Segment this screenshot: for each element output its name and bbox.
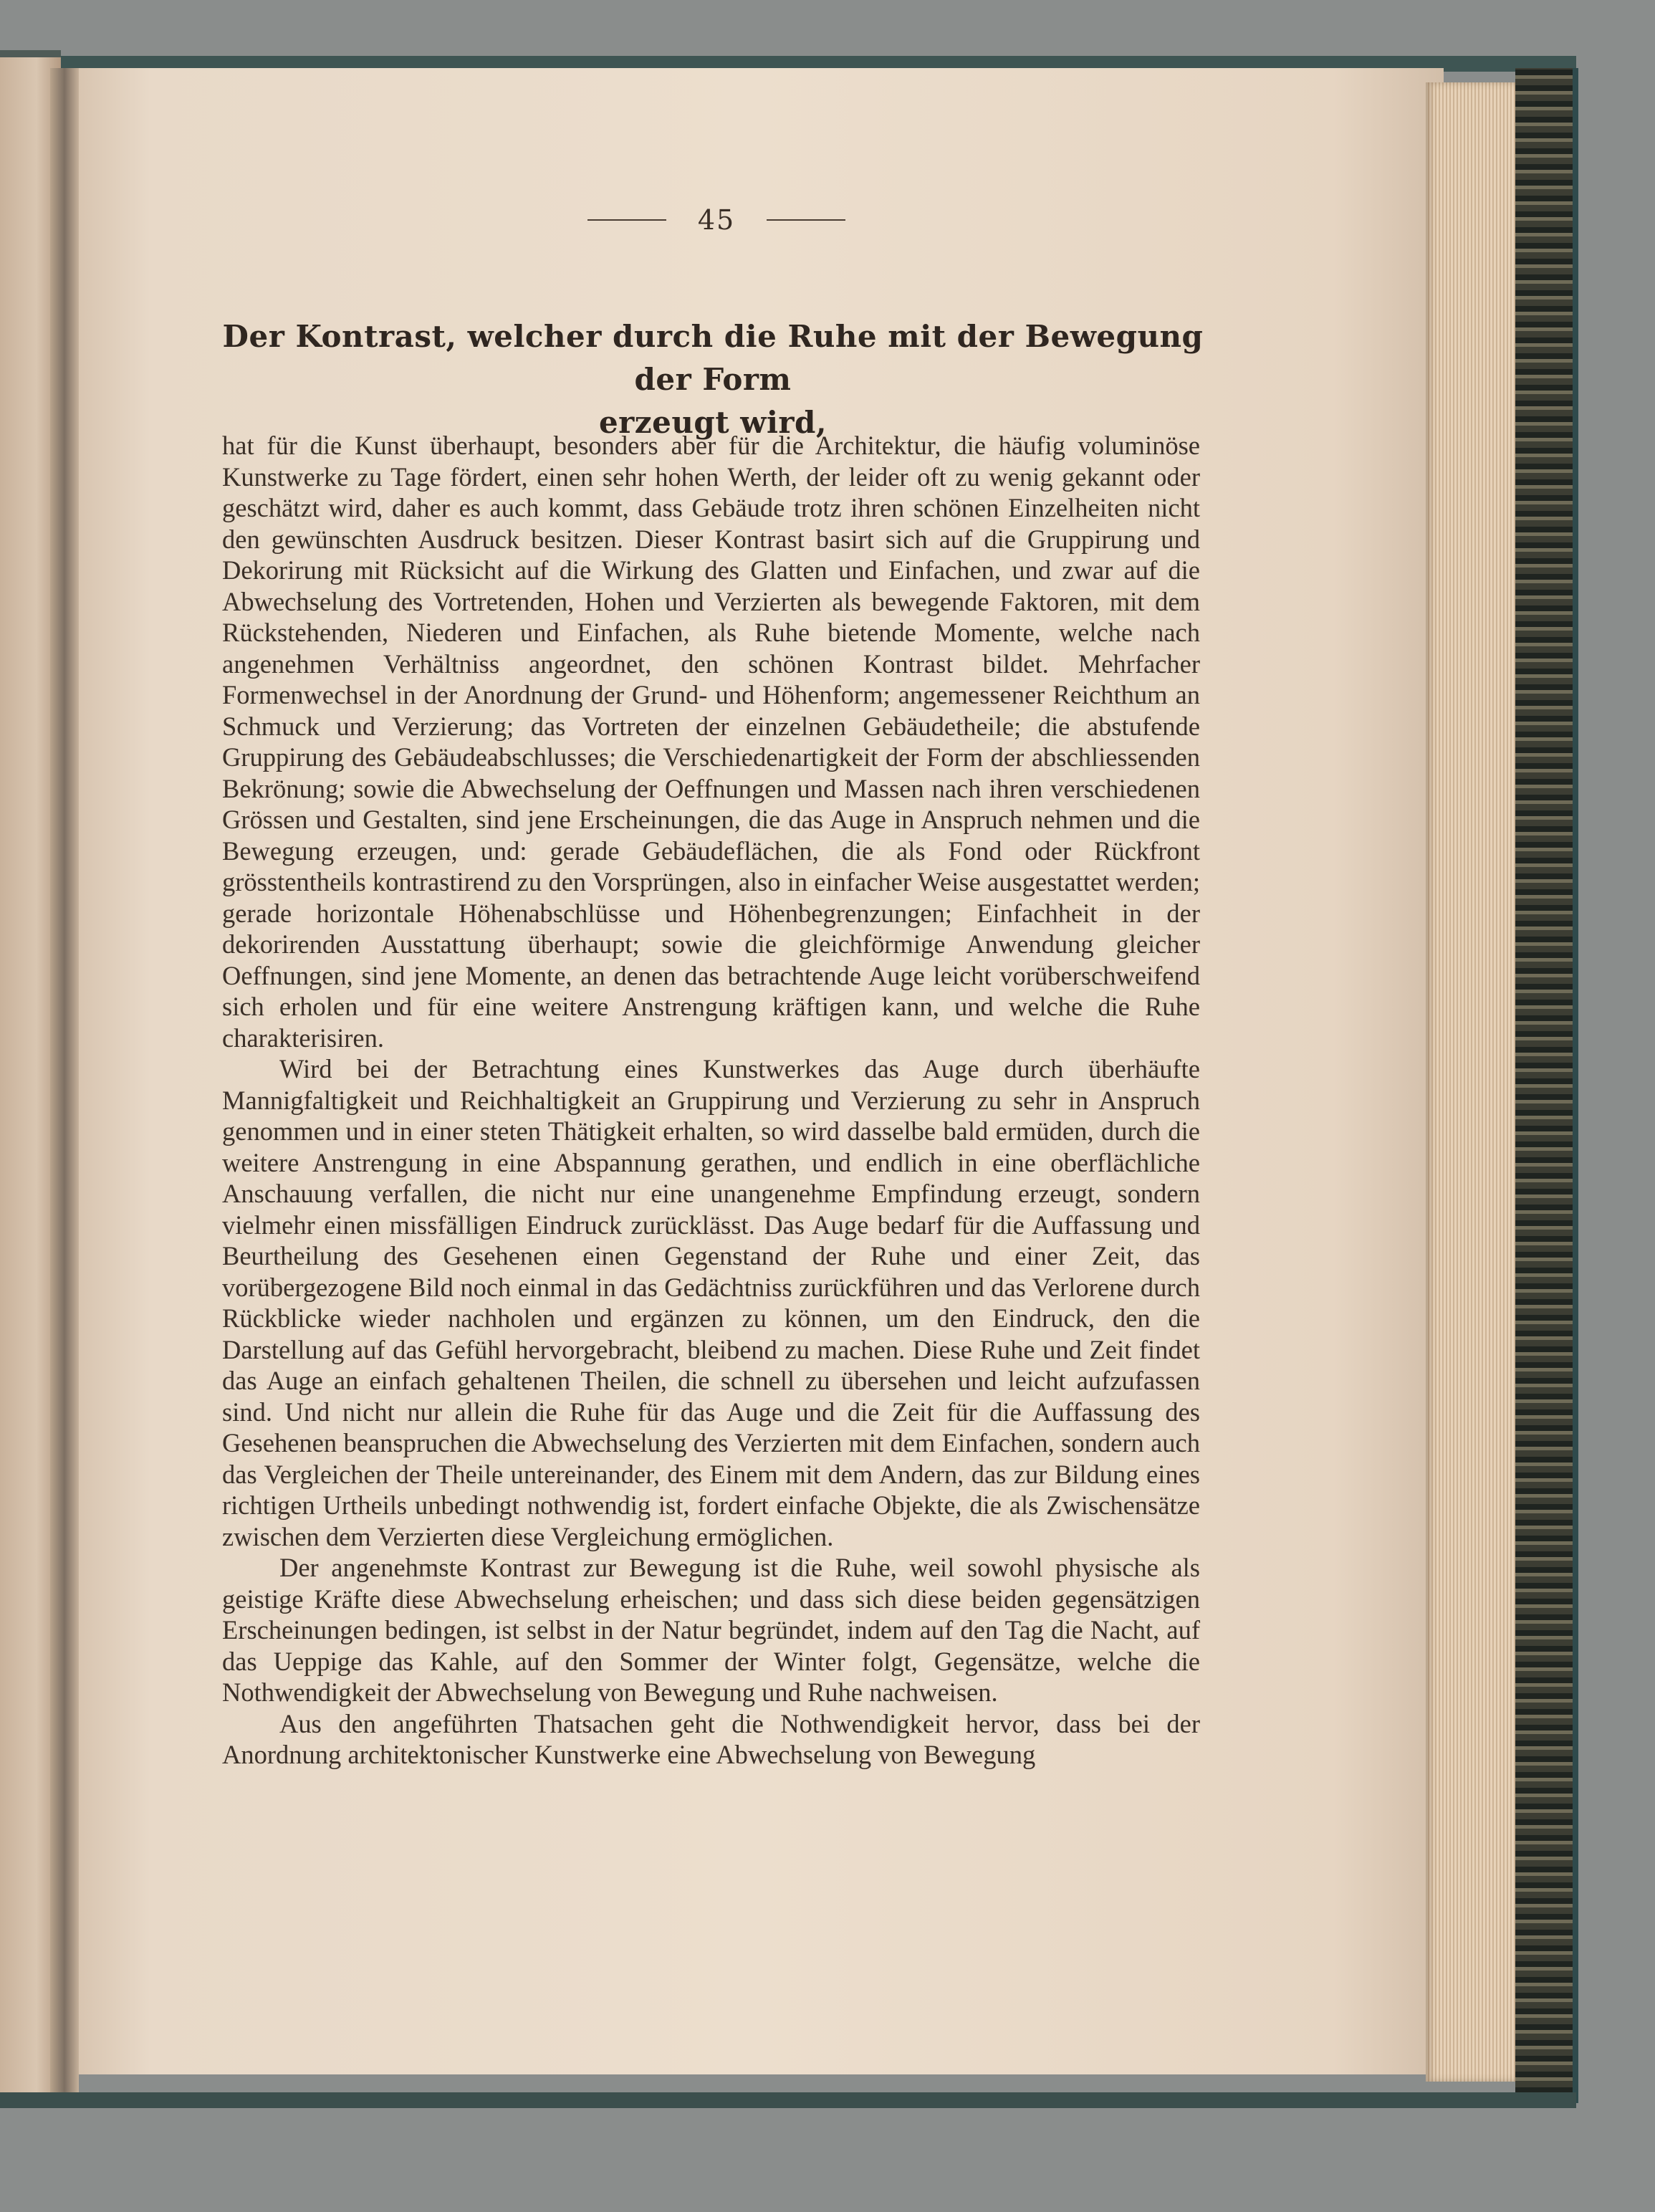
paragraph-3: Der angenehmste Kontrast zur Bewegung ist die Ruhe, weil sowohl physische als geistige Kräfte diese Abwechselung erheischen; und dass sich diese beiden gegensätzigen Erscheinungen bedingen, ist selbst in der Natur begründet, indem auf den Tag die Nacht, auf das Ueppige das Kahle, auf den Sommer der Winter folgt, Gegensätze, welche die Nothwendigkeit der Abwechselung von Bewegung und Ruhe nachweisen. xyxy=(222,1553,1200,1707)
heading-line-2: erzeugt wird, xyxy=(598,405,828,440)
header-rule-left xyxy=(587,219,666,221)
body-text xyxy=(222,430,1200,1771)
paragraph-4: Aus den angeführten Thatsachen geht die Nothwendigkeit hervor, dass bei der Anordnung architektonischer Kunstwerke eine Abwechselung von Bewegung xyxy=(222,1708,1200,1769)
header-rule-right xyxy=(767,219,845,221)
paragraph-2: Wird bei der Betrachtung eines Kunstwerkes das Auge durch überhäufte Mannigfaltigkeit und Reichhaltigkeit an Gruppirung und Verzierung zu sehr in Anspruch genommen und in einer steten Thätigkeit erhalten, so wird dasselbe bald ermüden, durch die weitere Anstrengung in eine Abspannung gerathen, und endlich in eine oberflächliche Anschauung verfallen, die nicht nur eine unangenehme Empfindung erzeugt, sondern vielmehr einen missfälligen Eindruck zurücklässt. Das Auge bedarf für die Auffassung und Beurtheilung des Gesehenen einen Gegenstand der Ruhe und einer Zeit, das vorübergezogene Bild noch einmal in das Gedächtniss zurückführen und das Verlorene durch Rückblicke wieder nachholen und ergänzen zu können, um den Eindruck, den die Darstellung auf das Gefühl hervorgebracht, bleibend zu machen. Diese Ruhe und Zeit findet das Auge an einfach gehaltenen Theilen, die schnell zu übersehen und leicht aufzufassen sind. Und nicht nur allein die Ruhe für das Auge und die Zeit für die Auffassung des Gesehenen beanspruchen die Abwechselung des Verzierten mit dem Einfachen, sondern auch das Vergleichen der Theile untereinander, des Einem mit dem Andern, das zur Bildung eines richtigen Urtheils unbedingt nothwendig ist, fordert einfache Objekte, die als Zwischensätze zwischen dem Verzierten diese Vergleichung ermöglichen. xyxy=(222,1054,1200,1551)
book-cover-bottom-edge xyxy=(0,2092,1576,2108)
section-heading xyxy=(219,315,1207,444)
heading-line-1: Der Kontrast, welcher durch die Ruhe mit der Bewegung der Form xyxy=(222,319,1204,397)
page-header xyxy=(587,202,845,238)
book-spine xyxy=(1515,68,1578,2103)
paragraph-1: hat für die Kunst überhaupt, besonders aber für die Architektur, die häufig voluminöse Kunstwerke zu Tage fördert, einen sehr hohen Werth, der leider oft zu wenig gekannt oder geschätzt wird, daher es auch kommt, dass Gebäude trotz ihren schönen Einzelheiten nicht den gewünschten Ausdruck besitzen. Dieser Kontrast basirt sich auf die Gruppirung und Dekorirung mit Rücksicht auf die Wirkung des Glatten und Einfachen, und zwar auf die Abwechselung des Vortretenden, Hohen und Verzierten als bewegende Faktoren, mit dem Rückstehenden, Niederen und Einfachen, als Ruhe bietende Momente, welche nach angenehmen Verhältniss angeordnet, den schönen Kontrast bildet. Mehrfacher Formenwechsel in der Anordnung der Grund- und Höhenform; angemessener Reichthum an Schmuck und Verzierung; das Vortreten der einzelnen Gebäudetheile; die abstufende Gruppirung des Gebäudeabschlusses; die Verschiedenartigkeit der Form der abschliessenden Bekrönung; sowie die Abwechselung der Oeffnungen und Massen nach ihren verschiedenen Grössen und Gestalten, sind jene Erscheinungen, die das Auge in Anspruch nehmen und die Bewegung erzeugen, und: gerade Gebäudeflächen, die als Fond oder Rückfront grösstentheils kontrastirend zu den Vorsprüngen, also in einfacher Weise ausgestattet werden; gerade horizontale Höhenabschlüsse und Höhenbegrenzungen; Einfachheit in der dekorirenden Ausstattung überhaupt; sowie die gleichförmige Anwendung gleicher Oeffnungen, sind jene Momente, an denen das betrachtende Auge leicht vorüberschweifend sich erholen und für eine weitere Anstrengung kräftigen kann, und welche die Ruhe charakterisiren. xyxy=(222,431,1200,1053)
page-block-edge xyxy=(1426,82,1519,2082)
book-gutter xyxy=(50,68,79,2096)
page-number: 45 xyxy=(697,204,736,236)
